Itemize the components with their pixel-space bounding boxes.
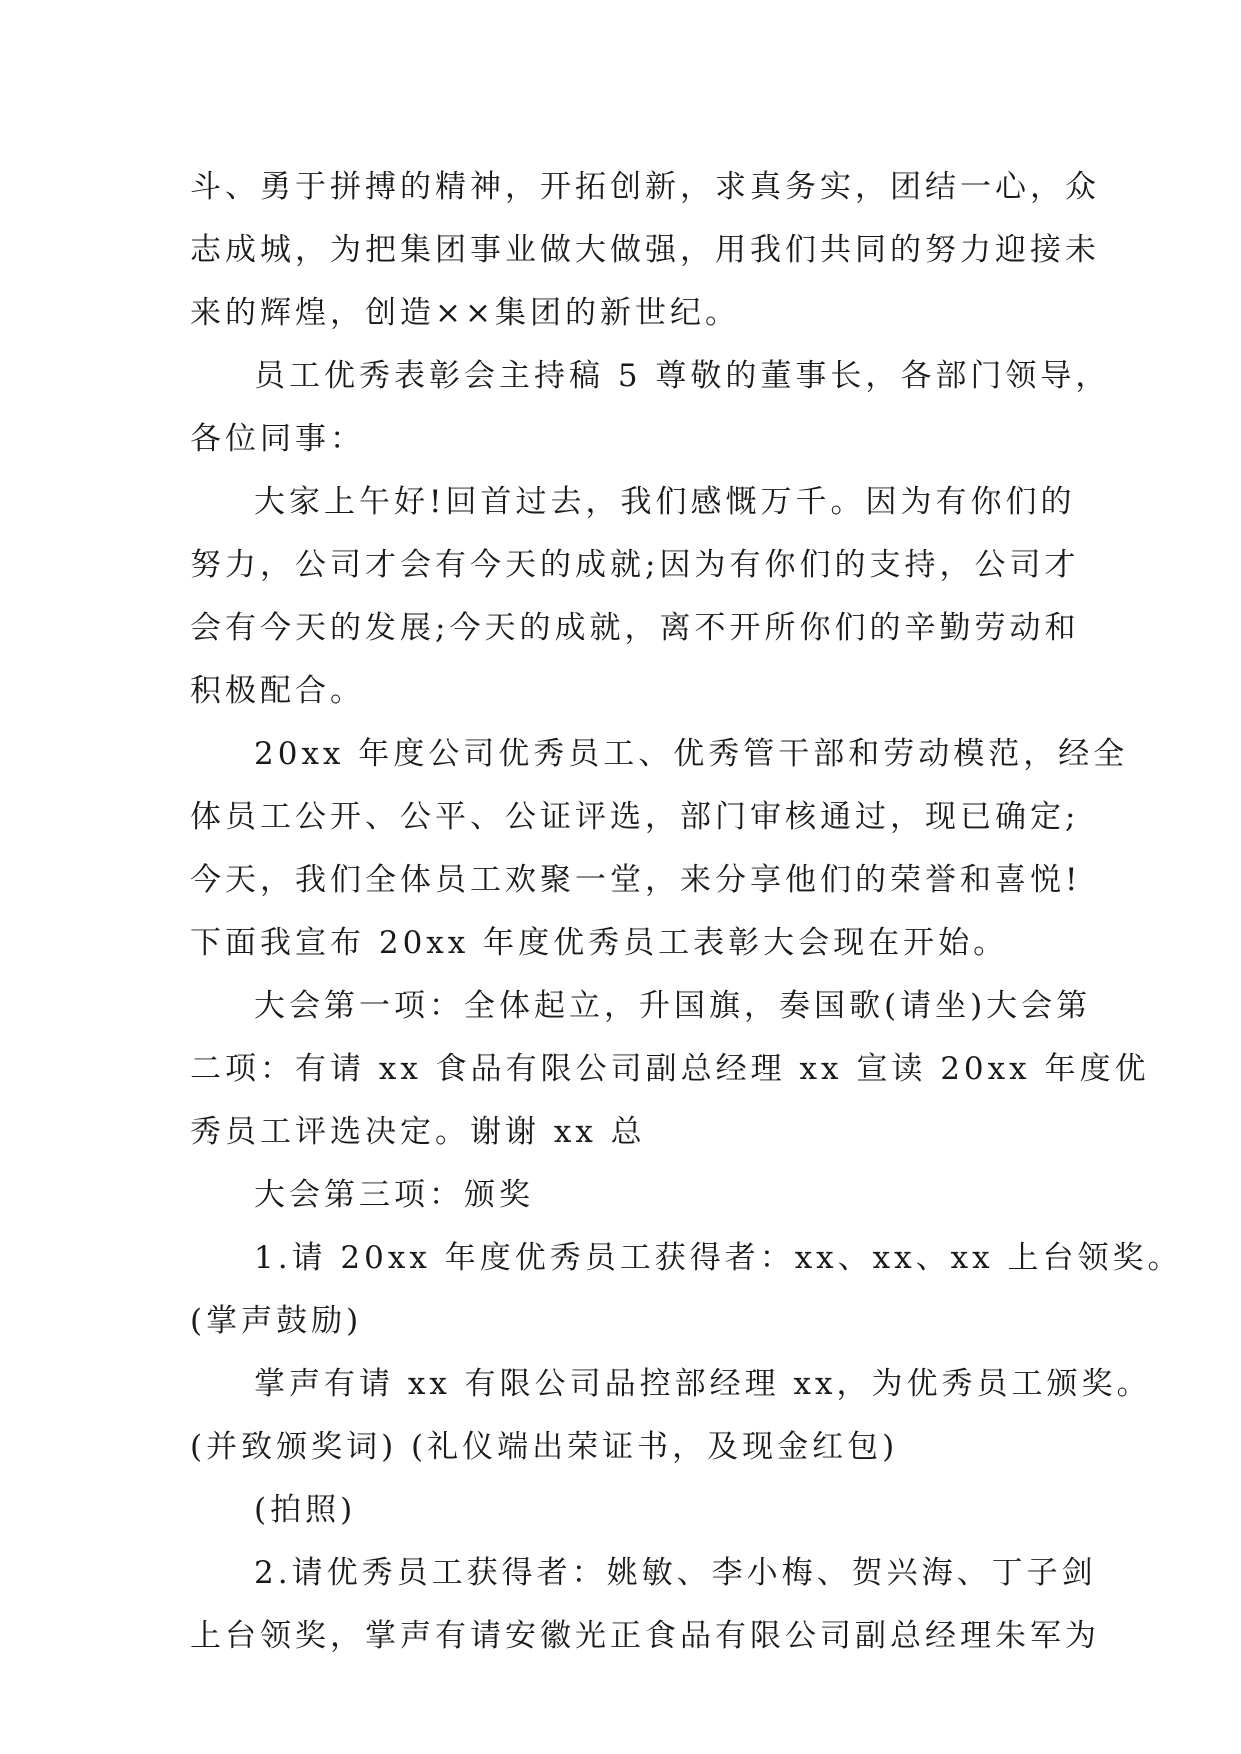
text-line: 二项：有请 xx 食品有限公司副总经理 xx 宣读 20xx 年度优 bbox=[190, 1051, 1150, 1087]
text-line: (并致颁奖词) (礼仪端出荣证书，及现金红包) bbox=[190, 1429, 899, 1465]
document-body bbox=[190, 156, 1183, 1668]
paragraph-start-line: (拍照) bbox=[254, 1492, 357, 1528]
text-line: (掌声鼓励) bbox=[190, 1303, 363, 1339]
text-line: 会有今天的发展;今天的成就，离不开所你们的辛勤劳动和 bbox=[190, 610, 1080, 646]
text-line: 斗、勇于拼搏的精神，开拓创新，求真务实，团结一心，众 bbox=[190, 169, 1100, 205]
paragraph-start-line: 员工优秀表彰会主持稿 5 尊敬的董事长，各部门领导， bbox=[254, 358, 1111, 394]
text-line: 各位同事： bbox=[190, 421, 365, 457]
text-line: 努力，公司才会有今天的成就;因为有你们的支持，公司才 bbox=[190, 547, 1080, 583]
paragraph-start-line: 2.请优秀员工获得者：姚敏、李小梅、贺兴海、丁子剑 bbox=[254, 1555, 1097, 1591]
text-line: 今天，我们全体员工欢聚一堂，来分享他们的荣誉和喜悦! bbox=[190, 862, 1082, 898]
text-line: 志成城，为把集团事业做大做强，用我们共同的努力迎接未 bbox=[190, 232, 1100, 268]
paragraph-start-line: 大家上午好!回首过去，我们感慨万千。因为有你们的 bbox=[254, 484, 1076, 520]
text-line: 上台领奖，掌声有请安徽光正食品有限公司副总经理朱军为 bbox=[190, 1618, 1100, 1654]
text-line: 积极配合。 bbox=[190, 673, 365, 709]
text-line: 来的辉煌，创造××集团的新世纪。 bbox=[190, 295, 740, 331]
text-line: 体员工公开、公平、公证评选，部门审核通过，现已确定; bbox=[190, 799, 1080, 835]
paragraph-start-line: 掌声有请 xx 有限公司品控部经理 xx，为优秀员工颁奖。 bbox=[254, 1366, 1152, 1402]
paragraph-start-line: 20xx 年度公司优秀员工、优秀管干部和劳动模范，经全 bbox=[254, 736, 1129, 772]
paragraph-start-line: 大会第一项：全体起立，升国旗，奏国歌(请坐)大会第 bbox=[254, 988, 1092, 1024]
text-line: 秀员工评选决定。谢谢 xx 总 bbox=[190, 1114, 646, 1150]
paragraph-start-line: 1.请 20xx 年度优秀员工获得者：xx、xx、xx 上台领奖。 bbox=[254, 1240, 1183, 1276]
paragraph-start-line: 大会第三项：颁奖 bbox=[254, 1177, 534, 1213]
text-line: 下面我宣布 20xx 年度优秀员工表彰大会现在开始。 bbox=[190, 925, 1009, 961]
